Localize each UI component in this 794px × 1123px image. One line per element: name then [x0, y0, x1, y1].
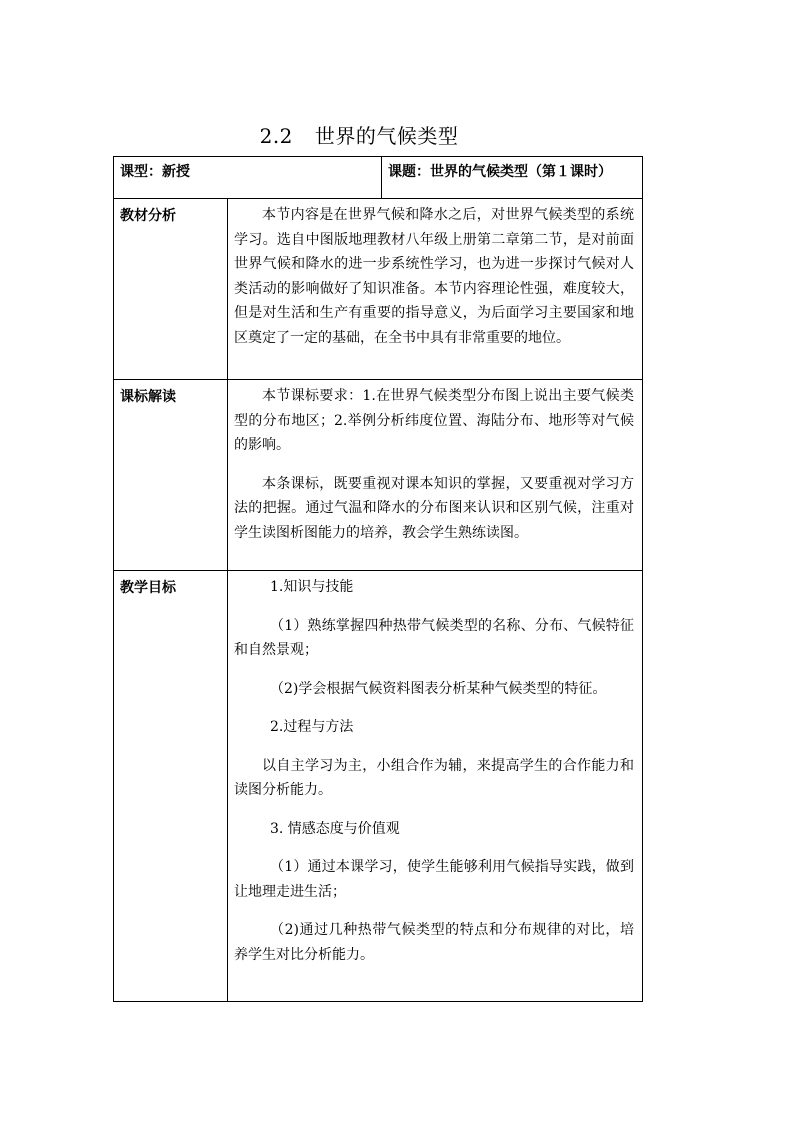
objective-item-1-2: （2)学会根据气候资料图表分析某种气候类型的特征。 — [270, 680, 607, 697]
objective-item-3-2: （2)通过几种热带气候类型的特点和分布规律的对比，培养学生对比分析能力。 — [234, 922, 634, 963]
curriculum-content — [228, 380, 643, 571]
curriculum-paragraph-1: 本节课标要求：1.在世界气候类型分布图上说出主要气候类型的分布地区；2.举例分析纬度位置、海陆分布、地形等对气候的影响。 — [234, 388, 634, 453]
lesson-topic-cell: 课题：世界的气候类型（第１课时） — [382, 157, 643, 199]
objectives-content — [228, 571, 643, 1002]
objective-item-2-1: 以自主学习为主，小组合作为辅，来提高学生的合作能力和读图分析能力。 — [234, 757, 634, 798]
textbook-analysis-label: 教材分析 — [114, 199, 228, 380]
objectives-label: 教学目标 — [114, 571, 228, 1002]
objective-heading-3: 3. 情感态度与价值观 — [270, 820, 400, 837]
textbook-analysis-row — [114, 199, 643, 380]
page-title — [0, 122, 718, 150]
objective-heading-2: 2.过程与方法 — [270, 719, 354, 735]
objective-item-3-1: （1）通过本课学习，使学生能够利用气候指导实践，做到让地理走进生活； — [234, 859, 634, 900]
textbook-analysis-content — [228, 199, 643, 380]
textbook-analysis-paragraph: 本节内容是在世界气候和降水之后，对世界气候类型的系统学习。选自中图版地理教材八年级上册第二章第二节，是对前面世界气候和降水的进一步系统性学习，也为进一步探讨气候对人类活动的影响做好了知识准备。本节内容理论性强，难度较大，但是对生活和生产有重要的指导意义，为后面学习主要国家和地区奠定了一定的基础，在全书中具有非常重要的地位。 — [234, 207, 634, 346]
header-row — [114, 157, 643, 199]
curriculum-row — [114, 380, 643, 571]
curriculum-label: 课标解读 — [114, 380, 228, 571]
lesson-plan-table — [113, 156, 643, 1002]
objective-item-1-1: （1）熟练掌握四种热带气候类型的名称、分布、气候特征和自然景观； — [234, 617, 634, 658]
section-title: 世界的气候类型 — [314, 124, 459, 148]
curriculum-paragraph-2: 本条课标，既要重视对课本知识的掌握，又要重视对学习方法的把握。通过气温和降水的分布图来认识和区别气候，注重对学生读图析图能力的培养，教会学生熟练读图。 — [234, 475, 634, 541]
objective-heading-1: 1.知识与技能 — [270, 579, 354, 595]
section-number: 2.2 — [259, 124, 293, 148]
objectives-row — [114, 571, 643, 1002]
lesson-type-cell: 课型：新授 — [114, 157, 382, 199]
